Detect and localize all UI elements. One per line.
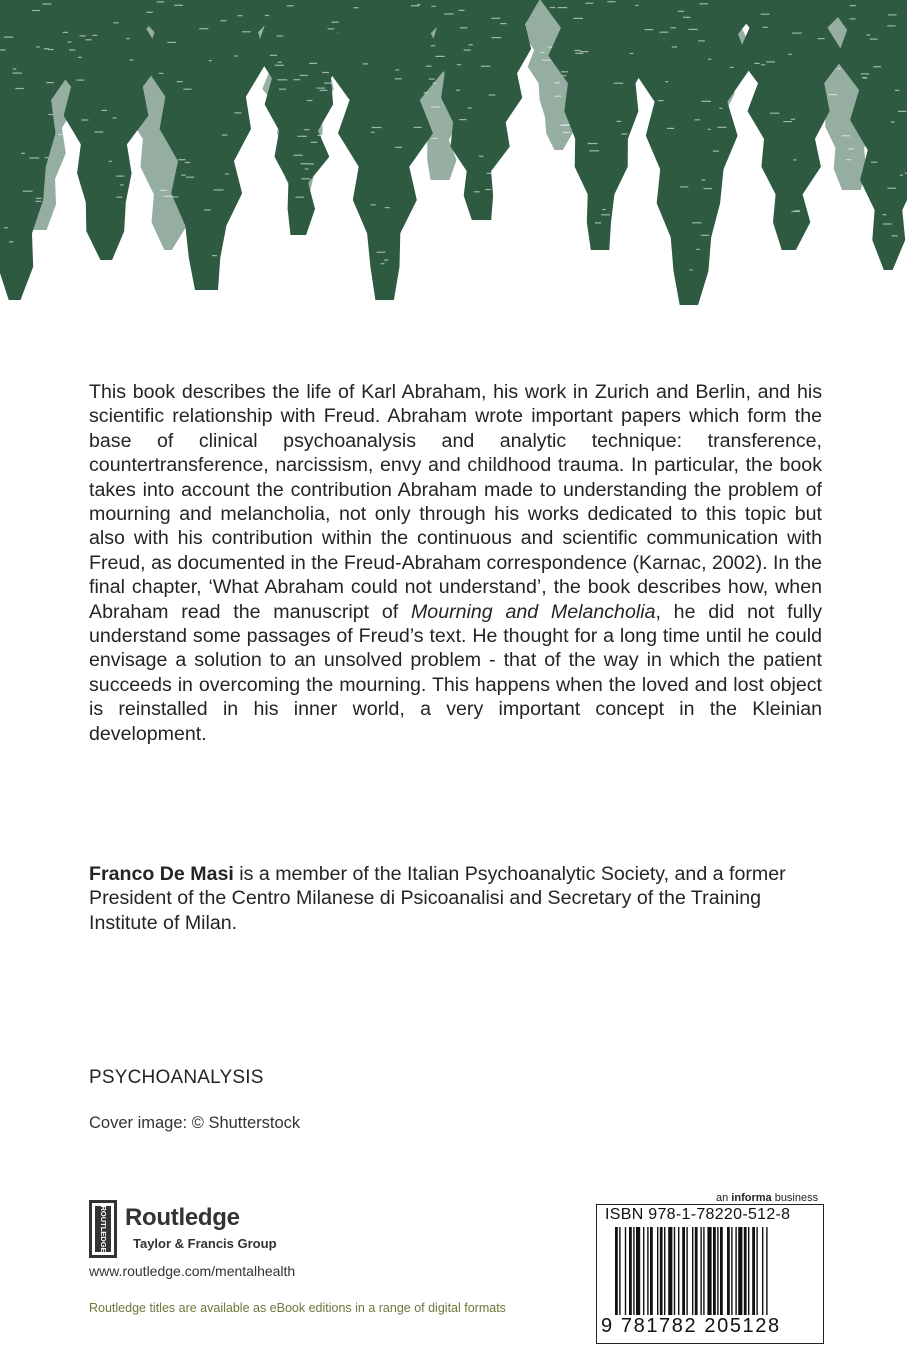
informa-word: informa [731,1192,772,1204]
description-text-start: This book describes the life of Karl Abraham, his work in Zurich and Berlin, and his scientific relationship with Freud. Abraham wrote important papers which form the base of clinical psychoanalysis and analytic technique: transference, countertransference, narcissism, envy and childhood trauma. In particular, the book takes into account the contribution Abraham made to understanding the problem of mourning and melancholia, not only through his works dedicated to this topic but also with his contribution within the continuous and scientific communication with Freud, as documented in the Freud-Abraham correspondence (Karnac, 2002). In the final chapter, ‘What Abraham could not understand’, the book describes how, when Abraham read the manuscript of [89,381,823,623]
book-description [89,380,822,746]
description-italic-title: Mourning and Melancholia [410,600,656,623]
barcode-icon [615,1227,811,1322]
publisher-group: Taylor & Francis Group [133,1236,277,1251]
author-name: Franco De Masi [89,863,234,885]
routledge-mark-icon [89,1200,117,1258]
routledge-vertical-wordmark: ROUTLEDGE [99,1205,109,1253]
author-bio-text: is a member of the Italian Psychoanalytic Society, and a former President of the Centro Milanese di Psicoanalisi and Secretary of the Training Institute of Milan. [89,863,786,934]
description-text-end: , he did not fully understand some passages of Freud’s text. He thought for a long time until he could envisage a solution to an unsolved problem - that of the way in which the patient succeeds in overcoming the mourning. This happens when the loved and lost object is reinstalled in his inner world, a very important concept in the Kleinian development. [89,600,823,745]
author-bio [89,862,822,935]
publisher-name: Routledge [125,1204,240,1231]
routledge-logo [89,1200,289,1260]
barcode-digits: 9 781782 205128 [601,1315,781,1337]
publisher-website-link[interactable]: www.routledge.com/mentalhealth [89,1263,296,1279]
subject-category: PSYCHOANALYSIS [89,1067,264,1088]
cover-image-credit: Cover image: © Shutterstock [89,1114,301,1132]
forest-cover-image [0,0,907,340]
informa-suffix: business [771,1192,819,1204]
isbn-label: ISBN 978-1-78220-512-8 [605,1206,791,1223]
informa-business-tag [716,1192,818,1204]
ebook-availability-note: Routledge titles are available as eBook editions in a range of digital formats [89,1301,506,1315]
informa-prefix: an [716,1192,732,1204]
isbn-barcode-panel [596,1204,824,1344]
